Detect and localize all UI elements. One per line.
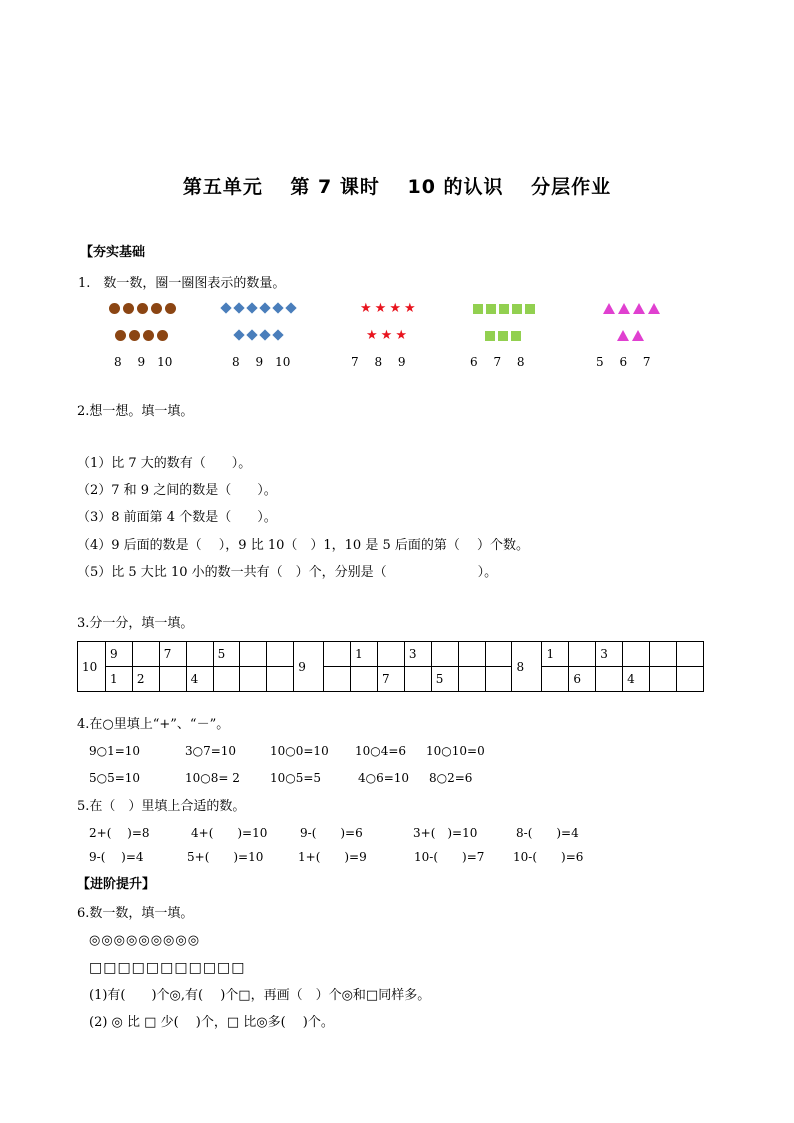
- star-icon: ★: [360, 301, 372, 316]
- q1-group-dots-top: [109, 303, 176, 314]
- split-part-cell[interactable]: [485, 642, 512, 667]
- square-icon: [512, 304, 522, 314]
- dot-icon: [129, 330, 140, 341]
- q5-equation: 1+( )=9: [298, 850, 367, 864]
- circle-row: ◎◎◎◎◎◎◎◎◎: [89, 933, 201, 948]
- split-part-cell[interactable]: 1: [106, 667, 133, 692]
- dot-icon: [115, 330, 126, 341]
- q4-equation: 10○5=5: [270, 771, 322, 785]
- diamond-icon: [259, 329, 270, 340]
- q5-prompt: 5.在（ ）里填上合适的数。: [77, 799, 246, 814]
- split-part-cell[interactable]: 5: [431, 667, 458, 692]
- diamond-icon: [233, 329, 244, 340]
- q1-group-squares-top: [473, 304, 535, 314]
- split-part-cell[interactable]: 3: [404, 642, 431, 667]
- q4-equation: 9○1=10: [89, 744, 141, 758]
- split-whole-cell: 10: [78, 642, 106, 692]
- q4-equation: 10○4=6: [355, 744, 407, 758]
- split-part-cell[interactable]: 5: [213, 642, 240, 667]
- q1-prompt: 1. 数一数，圈一圈图表示的数量。: [78, 276, 286, 291]
- dot-icon: [157, 330, 168, 341]
- q4-equation: 10○8= 2: [185, 771, 240, 785]
- page-title: 第五单元 第 7 课时 10 的认识 分层作业: [182, 176, 612, 198]
- split-part-cell[interactable]: [159, 667, 186, 692]
- split-part-cell[interactable]: [186, 642, 213, 667]
- q4-prompt: 4.在○里填上“+”、“－”。: [77, 717, 230, 732]
- dot-icon: [109, 303, 120, 314]
- split-part-cell[interactable]: [213, 667, 240, 692]
- split-part-cell[interactable]: 3: [596, 642, 623, 667]
- dot-icon: [165, 303, 176, 314]
- split-part-cell[interactable]: [569, 642, 596, 667]
- split-part-cell[interactable]: [458, 667, 485, 692]
- q4-equation: 3○7=10: [185, 744, 237, 758]
- square-icon: [473, 304, 483, 314]
- q6-item-1: (1)有( )个◎,有( )个□，再画（ ）个◎和□同样多。: [89, 988, 431, 1003]
- q5-equation: 9-( )=4: [89, 850, 144, 864]
- split-part-cell[interactable]: 9: [106, 642, 133, 667]
- q1-group-stars-top: [360, 302, 416, 315]
- q1-options-dots: 8 9 10: [114, 355, 173, 369]
- split-part-cell[interactable]: [324, 667, 351, 692]
- diamond-icon: [285, 302, 296, 313]
- split-part-cell[interactable]: 7: [378, 667, 405, 692]
- q1-group-diamonds-top: [221, 304, 296, 312]
- q6-item-2: (2) ◎ 比 □ 少( )个，□ 比◎多( )个。: [89, 1015, 334, 1030]
- q4-equation: 10○0=10: [270, 744, 329, 758]
- square-icon: [525, 304, 535, 314]
- diamond-icon: [220, 302, 231, 313]
- split-part-cell[interactable]: [650, 667, 677, 692]
- split-part-cell[interactable]: 7: [159, 642, 186, 667]
- diamond-icon: [272, 329, 283, 340]
- table-row: [78, 667, 704, 692]
- q5-equation: 10-( )=7: [414, 850, 485, 864]
- split-part-cell[interactable]: [267, 667, 294, 692]
- q1-group-stars-bottom: [366, 329, 407, 342]
- star-icon: ★: [389, 301, 401, 316]
- q2-item-3: （3）8 前面第 4 个数是（ ）。: [77, 510, 277, 525]
- split-part-cell[interactable]: [324, 642, 351, 667]
- star-icon: ★: [395, 328, 407, 343]
- split-part-cell[interactable]: [240, 642, 267, 667]
- q1-group-dots-bottom: [115, 330, 168, 341]
- split-whole-cell: 8: [512, 642, 542, 692]
- triangle-icon: [618, 303, 630, 314]
- q1-group-triangles-top: [603, 303, 660, 314]
- diamond-icon: [259, 302, 270, 313]
- star-icon: ★: [374, 301, 387, 316]
- split-part-cell[interactable]: [650, 642, 677, 667]
- q4-equation: 10○10=0: [426, 744, 485, 758]
- split-part-cell[interactable]: [132, 642, 159, 667]
- q1-options-diamonds: 8 9 10: [232, 355, 291, 369]
- split-part-cell[interactable]: 6: [569, 667, 596, 692]
- square-row: □□□□□□□□□□□: [89, 960, 246, 976]
- q1-group-squares-bottom: [485, 331, 521, 341]
- section-heading-advanced: 【进阶提升】: [77, 877, 156, 892]
- q2-item-5: （5）比 5 大比 10 小的数一共有（ ）个，分别是（ ）。: [77, 565, 498, 580]
- diamond-icon: [246, 329, 257, 340]
- q1-group-triangles-bottom: [617, 330, 644, 341]
- q5-equation: 3+( )=10: [413, 826, 478, 840]
- dot-icon: [137, 303, 148, 314]
- q5-equation: 5+( )=10: [187, 850, 264, 864]
- square-icon: [511, 331, 521, 341]
- q4-equation: 8○2=6: [429, 771, 473, 785]
- q1-options-squares: 6 7 8: [470, 355, 525, 369]
- section-heading-basic: 【夯实基础: [80, 245, 146, 260]
- split-part-cell[interactable]: 4: [623, 667, 650, 692]
- square-icon: [486, 304, 496, 314]
- split-part-cell[interactable]: [676, 642, 703, 667]
- q5-equation: 8-( )=4: [516, 826, 579, 840]
- split-part-cell[interactable]: [351, 667, 378, 692]
- split-part-cell[interactable]: [378, 642, 405, 667]
- number-split-table: [77, 641, 704, 692]
- table-row: [78, 642, 704, 667]
- diamond-icon: [272, 302, 283, 313]
- q6-prompt: 6.数一数，填一填。: [77, 906, 194, 921]
- split-part-cell[interactable]: [485, 667, 512, 692]
- square-icon: [485, 331, 495, 341]
- split-part-cell[interactable]: 1: [351, 642, 378, 667]
- square-icon: [499, 304, 509, 314]
- diamond-icon: [233, 302, 244, 313]
- split-part-cell[interactable]: [458, 642, 485, 667]
- star-icon: ★: [380, 328, 393, 343]
- q4-equation: 4○6=10: [358, 771, 410, 785]
- triangle-icon: [632, 330, 644, 341]
- split-part-cell[interactable]: [676, 667, 703, 692]
- split-part-cell[interactable]: [542, 667, 569, 692]
- triangle-icon: [633, 303, 645, 314]
- q1-options-triangles: 5 6 7: [596, 355, 651, 369]
- dot-icon: [143, 330, 154, 341]
- square-icon: [498, 331, 508, 341]
- triangle-icon: [603, 303, 615, 314]
- split-part-cell[interactable]: 4: [186, 667, 213, 692]
- split-part-cell[interactable]: [623, 642, 650, 667]
- split-whole-cell: 9: [294, 642, 324, 692]
- q4-equation: 5○5=10: [89, 771, 141, 785]
- q5-equation: 10-( )=6: [513, 850, 584, 864]
- q3-prompt: 3.分一分，填一填。: [77, 616, 194, 631]
- q5-equation: 9-( )=6: [300, 826, 363, 840]
- split-part-cell[interactable]: [596, 667, 623, 692]
- triangle-icon: [617, 330, 629, 341]
- q1-options-stars: 7 8 9: [351, 355, 406, 369]
- q2-item-1: （1）比 7 大的数有（ ）。: [77, 456, 252, 471]
- split-part-cell[interactable]: [431, 642, 458, 667]
- star-icon: ★: [403, 301, 416, 316]
- split-part-cell[interactable]: [267, 642, 294, 667]
- q5-equation: 4+( )=10: [191, 826, 268, 840]
- q5-equation: 2+( )=8: [89, 826, 150, 840]
- dot-icon: [151, 303, 162, 314]
- q2-prompt: 2.想一想。填一填。: [77, 404, 194, 419]
- diamond-icon: [246, 302, 257, 313]
- q1-group-diamonds-bottom: [234, 331, 283, 339]
- split-part-cell[interactable]: [404, 667, 431, 692]
- triangle-icon: [648, 303, 660, 314]
- q2-item-4: （4）9 后面的数是（ ），9 比 10（ ）1，10 是 5 后面的第（ ）个数。: [77, 538, 529, 553]
- split-part-cell[interactable]: [240, 667, 267, 692]
- dot-icon: [123, 303, 134, 314]
- split-part-cell[interactable]: 2: [132, 667, 159, 692]
- q2-item-2: （2）7 和 9 之间的数是（ ）。: [77, 483, 277, 498]
- star-icon: ★: [366, 328, 378, 343]
- split-part-cell[interactable]: 1: [542, 642, 569, 667]
